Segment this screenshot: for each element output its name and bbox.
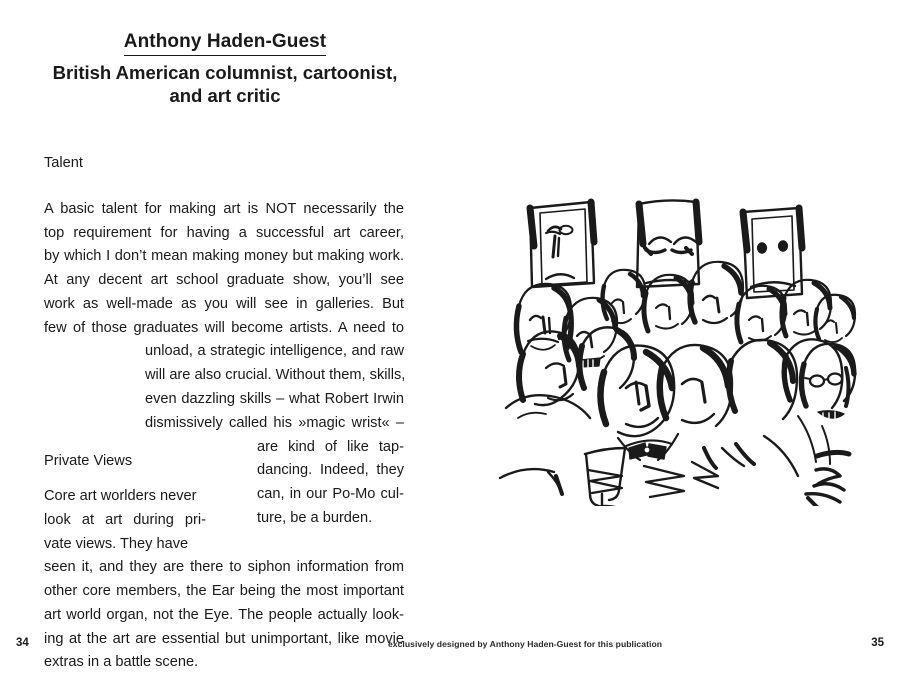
artwork-frame-left <box>530 202 594 287</box>
crowd-front-row <box>506 327 855 436</box>
text-line: Core art worlders never <box>44 488 197 504</box>
crowd-back-row <box>516 262 855 368</box>
cartoon-illustration <box>486 186 876 506</box>
text-line: extras in a battle scene. <box>44 654 199 671</box>
artist-signature <box>806 452 849 506</box>
text-line: by which I don’t mean making money but making work. <box>44 248 404 265</box>
page-number-right: 35 <box>871 637 884 649</box>
page-title-subtitle: British American columnist, cartoonist, and art critic <box>52 61 398 107</box>
text-line: At any decent art school graduate show, you’ll see <box>44 272 404 289</box>
paragraph-talent <box>44 198 404 531</box>
text-line: few of those graduates will become artists. A need to <box>44 319 404 336</box>
text-line: ing at the art are essential but unimportant, like movie <box>44 630 404 647</box>
crowd-bodies-and-props <box>500 416 830 506</box>
text-line: even dazzling skills – what Robert Irwin <box>145 391 404 408</box>
title-block <box>0 30 450 108</box>
article-column-talent <box>44 152 404 531</box>
text-line: dancing. Indeed, they <box>257 462 404 479</box>
text-line: ture, be a burden. <box>257 509 373 526</box>
page-number-left: 34 <box>16 637 29 649</box>
section-heading-talent: Talent <box>44 155 83 171</box>
text-line: can, in our Po-Mo cul- <box>257 486 404 503</box>
text-line: art world organ, not the Eye. The people actually look- <box>44 606 404 623</box>
text-line: will are also crucial. Without them, skills, <box>145 367 406 384</box>
text-line: look at art during pri- <box>44 511 206 528</box>
page-title-author: Anthony Haden-Guest <box>124 30 326 56</box>
text-line: are kind of like tap- <box>257 438 404 455</box>
text-line: seen it, and they are there to siphon information from <box>44 559 404 576</box>
text-line: A basic talent for making art is NOT necessarily the <box>44 200 404 217</box>
text-line: unload, a strategic intelligence, and raw <box>145 343 404 360</box>
text-line: other core members, the Ear being the most important <box>44 583 404 600</box>
footer-credit: exclusively designed by Anthony Haden-Guest for this publication <box>387 639 663 649</box>
text-line: dismissively called his »magic wrist« – <box>145 414 404 431</box>
text-line: top requirement for having a successful art career, <box>44 224 404 241</box>
text-line: work as well-made as you will see in galleries. But <box>44 295 404 312</box>
page-footer <box>0 637 900 653</box>
text-line: vate views. They have <box>44 535 189 552</box>
section-heading-private-views: Private Views <box>44 453 133 469</box>
